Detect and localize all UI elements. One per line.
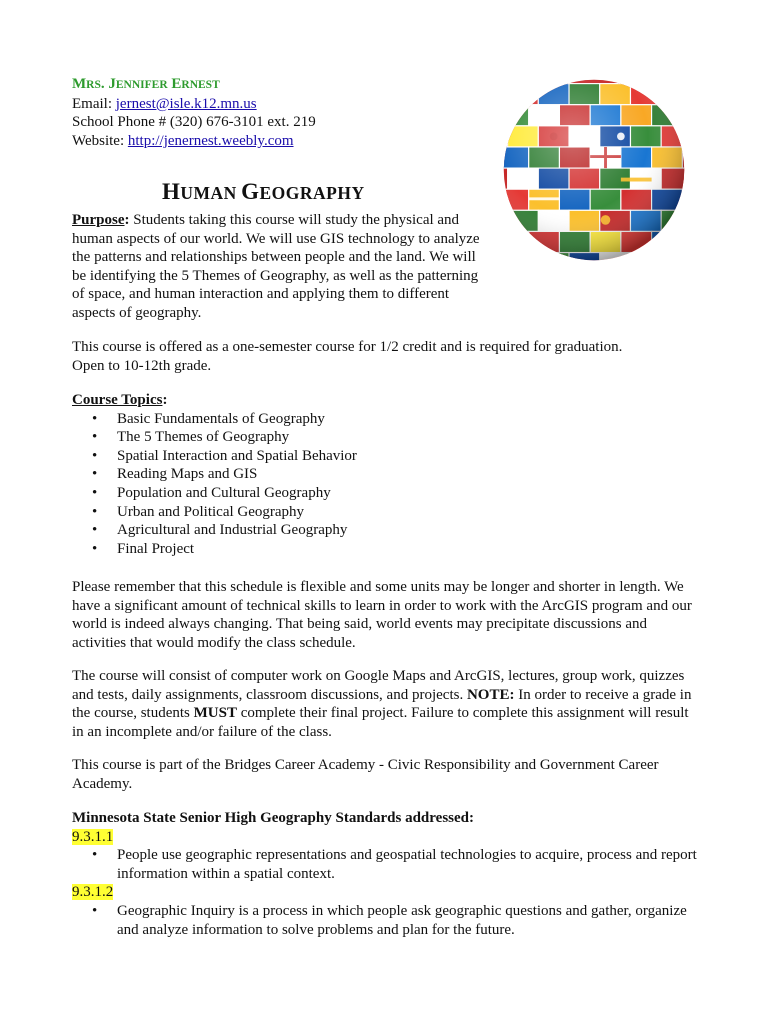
standard-list: [72, 902, 702, 939]
list-item: • Basic Fundamentals of Geography: [72, 410, 702, 429]
list-item: • Urban and Political Geography: [72, 503, 702, 522]
email-link[interactable]: jernest@isle.k12.mn.us: [115, 95, 257, 112]
list-item: • Agricultural and Industrial Geography: [72, 521, 702, 540]
course-work-text-1: The course will consist of computer work on Google Maps and ArcGIS, lectures, group work, quizzes and tests, daily assignments, classroom discussions, and projects.: [72, 668, 685, 703]
purpose-paragraph: [72, 211, 488, 323]
website-link[interactable]: http://jenernest.weebly.com: [127, 132, 294, 149]
schedule-note-paragraph: Please remember that this schedule is flexible and some units may be longer and shorter in length. We have a significant amount of technical skills to learn in order to work with the ArcGIS program and our world is indeed always changing. That being said, world events may precipitate discussions and activities that would modify the class schedule.: [72, 579, 692, 651]
purpose-text: Students taking this course will study the physical and human aspects of our world. We will use GIS technology to analyze the patterns and relationships between people and the land. We will be identifying the 5 Themes of Geography, as well as the patterning of space, and human interaction and applying them to different aspects of geography.: [72, 212, 480, 321]
course-work-text-3: complete their final project. Failure to complete this assignment will result in an incomplete and/or failure of the class.: [72, 705, 689, 740]
teacher-name: MRS. JENNIFER ERNEST: [72, 76, 220, 92]
purpose-colon: :: [124, 212, 130, 228]
flag-globe-image: [498, 74, 690, 266]
course-topics-list: [72, 410, 702, 559]
course-topics-colon: :: [162, 392, 168, 408]
email-label: Email:: [72, 95, 116, 112]
course-topics-label: Course Topics: [72, 392, 163, 408]
standard-list: [72, 846, 702, 883]
offering-line-1: This course is offered as a one-semester course for 1/2 credit and is required for graduation.: [72, 339, 623, 355]
list-item: • Population and Cultural Geography: [72, 484, 702, 503]
page-title: HUMAN GEOGRAPHY: [162, 179, 365, 204]
offering-paragraph: [72, 338, 702, 375]
list-item: • Reading Maps and GIS: [72, 465, 702, 484]
purpose-label: Purpose: [72, 212, 125, 228]
note-label: NOTE:: [466, 686, 515, 703]
course-topics-section: [72, 391, 702, 558]
standards-section: [72, 809, 702, 939]
standard-code: [72, 883, 702, 902]
website-line: [72, 132, 472, 151]
list-item: • The 5 Themes of Geography: [72, 428, 702, 447]
offering-line-2: Open to 10-12th grade.: [72, 357, 212, 374]
list-item: • Final Project: [72, 540, 702, 559]
list-item: • Geographic Inquiry is a process in which people ask geographic questions and gather, organize and analyze information to solve problems and plan for the future.: [72, 902, 702, 939]
standard-code: [72, 828, 702, 847]
list-item: • People use geographic representations and geospatial technologies to acquire, process and report information within a spatial context.: [72, 846, 702, 883]
email-line: [72, 95, 472, 114]
academy-paragraph: This course is part of the Bridges Career Academy - Civic Responsibility and Government Career Academy.: [72, 757, 659, 792]
standards-heading: Minnesota State Senior High Geography Standards addressed:: [72, 810, 474, 826]
must-label: MUST: [193, 705, 237, 722]
course-topics-heading: [72, 391, 702, 410]
course-work-text-2: In order to receive a grade in the course, students: [72, 686, 692, 722]
phone-line: School Phone # (320) 676-3101 ext. 219: [72, 114, 316, 131]
course-work-paragraph: [72, 667, 702, 741]
standard-code-label: 9.3.1.2: [72, 884, 114, 901]
contact-header: [72, 75, 472, 150]
list-item: • Spatial Interaction and Spatial Behavior: [72, 447, 702, 466]
standard-code-label: 9.3.1.1: [72, 828, 114, 845]
website-label: Website:: [72, 132, 128, 149]
